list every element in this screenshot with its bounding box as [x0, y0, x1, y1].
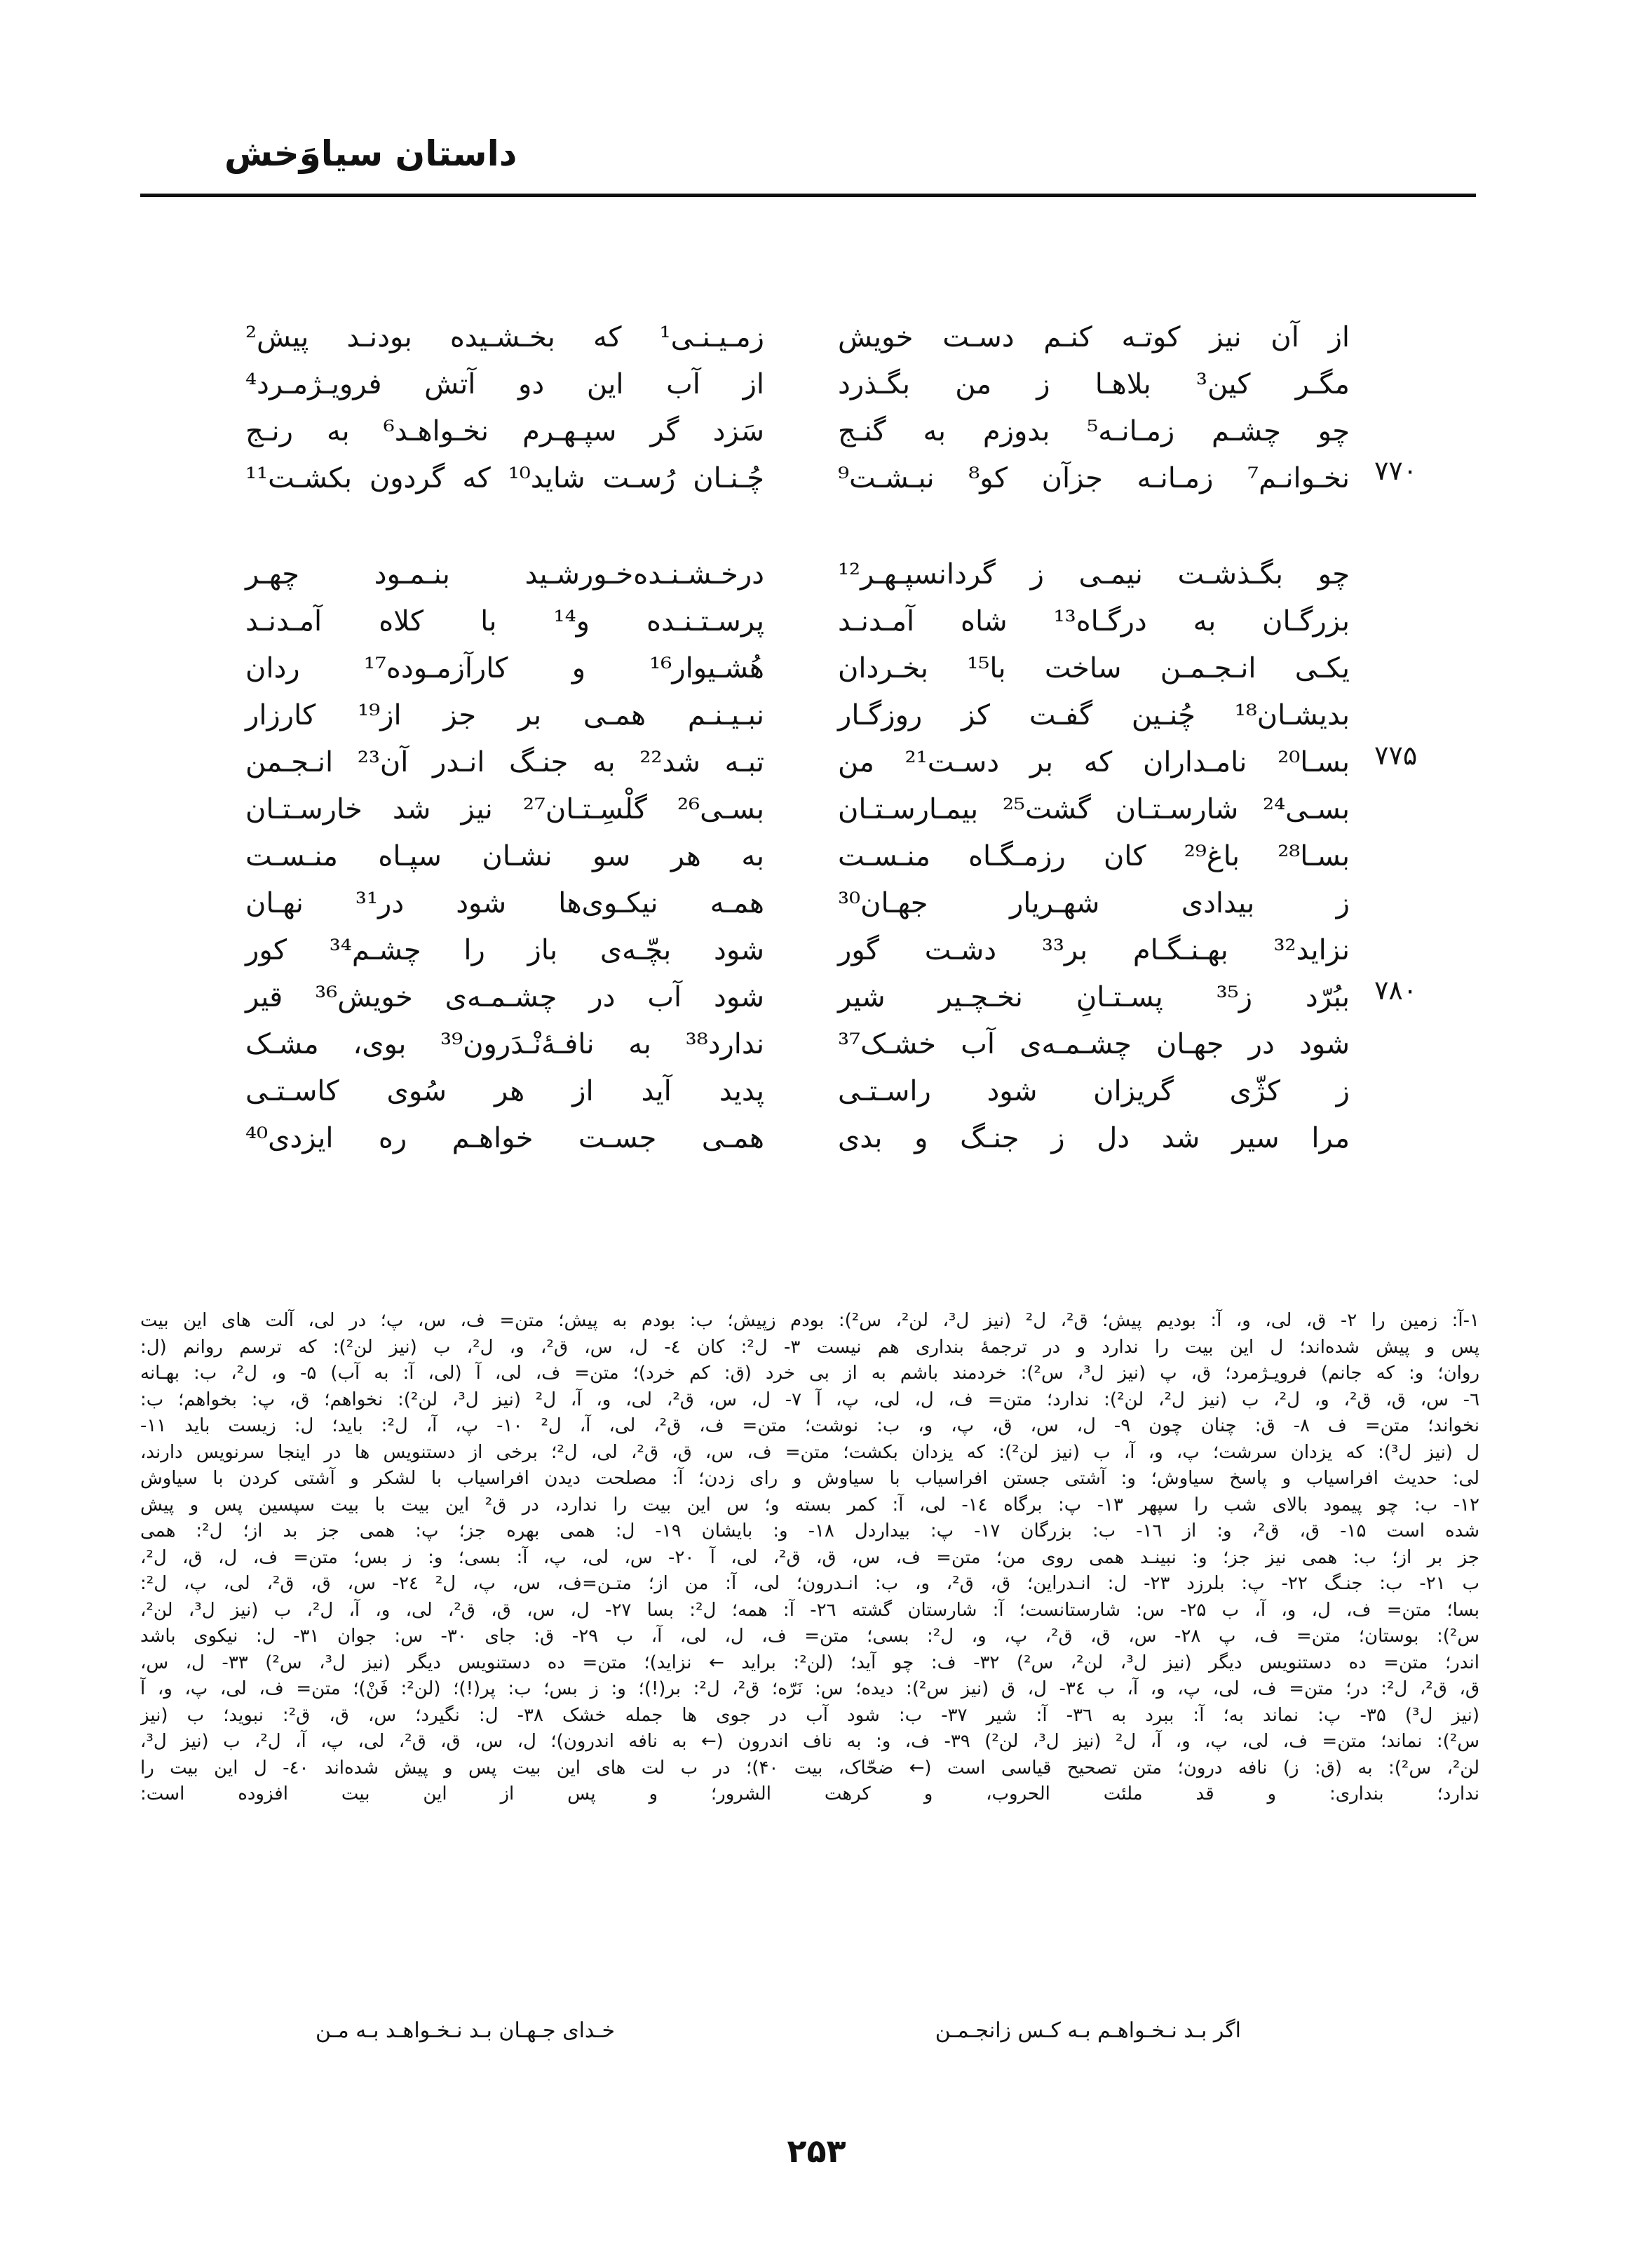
footnote-line: شده است ۱۵- ق، ق²، و: از ۱٦- ب: بزرگان ۱۷- پ: بیداردل ۱۸- و: بایشان ۱۹- ل: همی بهره جز؛ پ: همی جز بد از؛ ل²: همی [140, 1520, 1479, 1541]
footnote-line: بسا؛ متن= ف، ل، و، آ، ب ۲۵- س: شارستانست؛ آ: شارستان گشته ۲٦- آ: همه؛ ل²: بسا ۲۷- ل، س، ق، ق²، لی، و، آ، ل²، ب (نیز ل³، لن²، [140, 1599, 1479, 1621]
footnote-line: ۱۲- ب: چو پیمود بالای شب را سپهر ۱۳- پ: برگاه ۱٤- لی، آ: کمر بسته و؛ س این بیت را ندارد، در ق² این بیت با بیت سپسین پس و پیش [140, 1494, 1479, 1516]
footnote-line: لن²، س²): به (ق: ز) نافه درون؛ متن تصحیح قیاسی است (← ضحّاک، بیت ۴۰)؛ در ب لت های این بیت پس و پیش شده‌اند ٤۰- ل این بیت را [140, 1757, 1479, 1778]
verse-line: بسـی²⁴ شارسـتـان گشت²⁵ بیمـارسـتـان [838, 793, 1350, 825]
verse-line: پدید آید از هر سُوی کاسـتـی [245, 1075, 764, 1107]
verse-line: مرا سیر شد دل ز جنـگ و بدی [838, 1122, 1350, 1154]
verse-line: بسـی²⁶ گلْسِـتـان²⁷ نیز شد خارسـتـان [245, 793, 764, 825]
verse-line: مگـر کین³ بلاهـا ز من بگـذرد [838, 368, 1350, 400]
couplet-first-half: اگر بـد نـخـواهـم بـه کـس زانجـمـن [935, 2018, 1241, 2043]
footnotes-apparatus [140, 1308, 1479, 1834]
verse-line: شود آب در چشـمـه‌ی خویش³⁶ قیر [245, 981, 764, 1013]
verse-line: نبـیـنـم همـی بر جز از¹⁹ کارزار [245, 699, 765, 731]
verse-line: هُشـیوار¹⁶ و کارآزمـوده¹⁷ ردان [245, 652, 764, 684]
footnote-line: اندر؛ متن= ده دستنویس دیگر (نیز ل³، لن²، س²) ۳۲- ف: چو آید؛ (لن²: براید ← نزاید)؛ متن= ده دستنویس دیگر (نیز ل³، س²) ۳۳- ل، س، [140, 1652, 1479, 1673]
verse-line: ز بیدادی شهـریار جهـان³⁰ [838, 887, 1350, 919]
header-rule [140, 194, 1476, 197]
verse-line: زمـیـنـی¹ که بخـشـیده بودنـد پیش² [245, 321, 764, 353]
footnote-line: لی: حدیث افراسیاب و پاسخ سیاوش؛ و: آشتی جستن افراسیاب با سیاوش و رای زدن؛ آ: مصلحت دیدن افراسیاب با لشکر و آشتی کردن با سیاوش [140, 1468, 1479, 1489]
footnote-line: ل (نیز ل³): که یزدان سرشت؛ پ، و، آ، ب (نیز لن²): که یزدان بکشت؛ متن= ف، س، ق، ق²، لی، ل²؛ برخی از دستنویس ها در اینجا سرنویس دارند، [140, 1441, 1479, 1463]
footnote-line: (نیز ل³) ۳۵- پ: نماند به؛ آ: ببرد به ۳٦- آ: شیر ۳۷- ب: شود آب در جوی ها جمله خشک ۳۸- ل: نگیرد؛ س، ق، ق²: نبوید؛ ب (نیز [140, 1704, 1479, 1726]
footnote-line: ۱-آ: زمین را ۲- ق، لی، و، آ: بودیم پیش؛ ق²، ل² (نیز ل³، لن²، س²): بودم زپیش؛ ب: بودم به پیش؛ متن= ف، س، پ؛ در لی، آلت های این بیت [140, 1310, 1479, 1331]
verse-line: بسـا²⁰ نامـداران که بر دسـت²¹ من [838, 746, 1350, 778]
verse-number-780: ۷۸۰ [1374, 975, 1418, 1006]
footnote-line: س²): نماند؛ متن= ف، لی، پ، و، آ، ل² (نیز ل³، لن²) ۳۹- ف، و: به ناف اندرون (← به نافه اندرون)؛ ل، س، ق، ق²، لی، پ، آ، ل²، ب (نیز ل³، [140, 1731, 1479, 1752]
verse-line: به هر سو نشـان سپـاه منـسـت [245, 840, 764, 872]
verse-line: از آب این دو آتش فرویـژمـرد⁴ [245, 368, 764, 400]
stanza-gap [245, 502, 764, 551]
footnote-couplet [316, 2018, 1241, 2043]
verse-number-775: ۷۷۵ [1374, 740, 1418, 771]
footnote-line: س²): بوستان؛ متن= ف، پ ۲۸- س، ق، ق²، پ، و، ل²: بسی؛ متن= ف، ل، لی، آ، ب ۲۹- ق: جای ۳۰- س: جوان ۳۱- ل: نیکوی باشد [140, 1626, 1479, 1647]
couplet-second-half: خـدای جـهـان بـد نـخـواهـد بـه مـن [316, 2018, 615, 2043]
running-header-title: داستان سیاوَخش [224, 133, 517, 174]
footnote-line [140, 1808, 1479, 1835]
verse-line: ببُرّد ز³⁵ پسـتـانِ نخـچـیر شیر [838, 981, 1350, 1013]
verse-line: تبـه شد²² به جنـگ انـدر آن²³ انـجـمن [245, 746, 764, 778]
stanza-gap [838, 502, 1350, 551]
footnote-line: روان؛ و: که جانم) فرویـژمرد؛ ق، پ (نیز ل³، س²): خردمند باشم به از بی خرد (ق: کم خرد)؛ متن= ف، لی، آ (لی، آ: به آب) ۵- و، ل²، ب: بهـانه [140, 1363, 1479, 1384]
verse-line: همـه نیکـوی‌ها شود در³¹ نهـان [245, 887, 764, 919]
verse-line: بزرگـان به درگـاه¹³ شاه آمـدنـد [838, 605, 1350, 637]
footnote-line: ب ۲۱- ب: جنـگ ۲۲- پ: بلرزد ۲۳- ل: انـدراین؛ ق، ق²، و، ب: انـدرون؛ لی، آ: من از؛ متـن=ف، س، پ، ل² ۲٤- س، ق، ق²، لی، پ، ل²: [140, 1573, 1479, 1594]
verse-line: همـی جسـت خواهـم ره ایزدی⁴⁰ [245, 1122, 764, 1154]
verse-line: چو بگـذشـت نیمـی ز گردانسپـهـر¹² [838, 558, 1350, 590]
verse-line: از آن نیز کوتـه کنـم دسـت خویش [838, 321, 1350, 353]
verse-line: بدیشـان¹⁸ چُنـین گفـت کز روزگـار [838, 699, 1350, 731]
verse-line: درخـشـنـده‌خـورشـید بنـمـود چهـر [245, 558, 764, 590]
footnote-line: ٦- س، ق، ق²، و، ل²، ب (نیز ل²، لن²): ندارد؛ متن= ف، ل، لی، پ، آ ۷- ل، س، ق²، لی، و، آ، ل² (نیز ل³، لن²): نخواهم؛ ق، پ: بخواهم؛ ب: [140, 1389, 1479, 1410]
verse-line: نخـوانـم⁷ زمـانـه جزآن کو⁸ نبـشـت⁹ [838, 462, 1350, 494]
verse-line: شود در جهـان چشـمـه‌ی آب خشـک³⁷ [838, 1028, 1350, 1060]
verse-line: سَزد گر سپـهـرم نخـواهـد⁶ به رنـج [245, 415, 765, 447]
verse-line: ز کژّی گریزان شود راسـتـی [838, 1075, 1350, 1107]
verse-number-770: ۷۷۰ [1374, 455, 1418, 486]
footnote-line: پس و پیش شده‌اند؛ ل این بیت را ندارد و در ترجمهٔ بنداری هم نیست ۳- ل²: کان ٤- ل، س، ق²، و، ل²، ب (نیز لن²): که ترسم روانم (ل: [140, 1336, 1479, 1358]
footnote-line: نخواند؛ متن= ف ۸- ق: چنان چون ۹- ل، س، ق، پ، و، ب: نوشت؛ متن= ف، ق²، لی، آ، ل² ۱۰- پ، آ، ل²: باید؛ ل: زیست باید ۱۱- [140, 1415, 1479, 1436]
verse-line: یکـی انـجـمـن ساخت با¹⁵ بخـردان [838, 652, 1350, 684]
verse-line: چُـنـان رُسـت شاید¹⁰ که گردون بکشـت¹¹ [245, 462, 765, 494]
footnote-line: ندارد؛ بنداری: و قد ملئت الحروب، و کرهت الشرور؛ و پس از این بیت افزوده است: [140, 1783, 1479, 1804]
page-number: ۲۵۳ [787, 2132, 846, 2170]
verse-line: چو چشـم زمـانـه⁵ بدوزم به گنـج [838, 415, 1350, 447]
verse-line: نزاید³² بهـنـگـام بر³³ دشـت گور [838, 934, 1350, 966]
footnote-line: جز بر از؛ ب: همی نیز جز؛ و: نبینـد همی روی من؛ متن= ف، س، ق، ق²، لی، آ ۲۰- س، لی، پ، آ: بسی؛ و: ز بس؛ متن= ف، ل، ق، ل²، [140, 1546, 1479, 1568]
verse-line: ندارد³⁸ به نافـهٔ‌نْـدَرون³⁹ بوی، مشـک [245, 1028, 765, 1060]
verse-column-left [245, 314, 764, 1162]
verse-line: پرسـتـنـده و¹⁴ با کلاه آمـدنـد [245, 605, 764, 637]
verse-column-right [838, 314, 1350, 1162]
verse-line: بسـا²⁸ باغ²⁹ کان رزمـگـاه منـسـت [838, 840, 1350, 872]
verse-line: شود بچّـه‌ی باز را چشـم³⁴ کور [245, 934, 764, 966]
footnote-line: ق، ق²، ل²: در؛ متن= ف، لی، پ، و، آ، ب ۳٤- ل، ق (نیز س²): دیده؛ س: نَرّه؛ ق²، ل²: بر(!)؛ و: ز بس؛ ب: پر(!)؛ (لن²: فَنْ)؛ متن= ف، لی، پ، و، آ [140, 1678, 1479, 1699]
